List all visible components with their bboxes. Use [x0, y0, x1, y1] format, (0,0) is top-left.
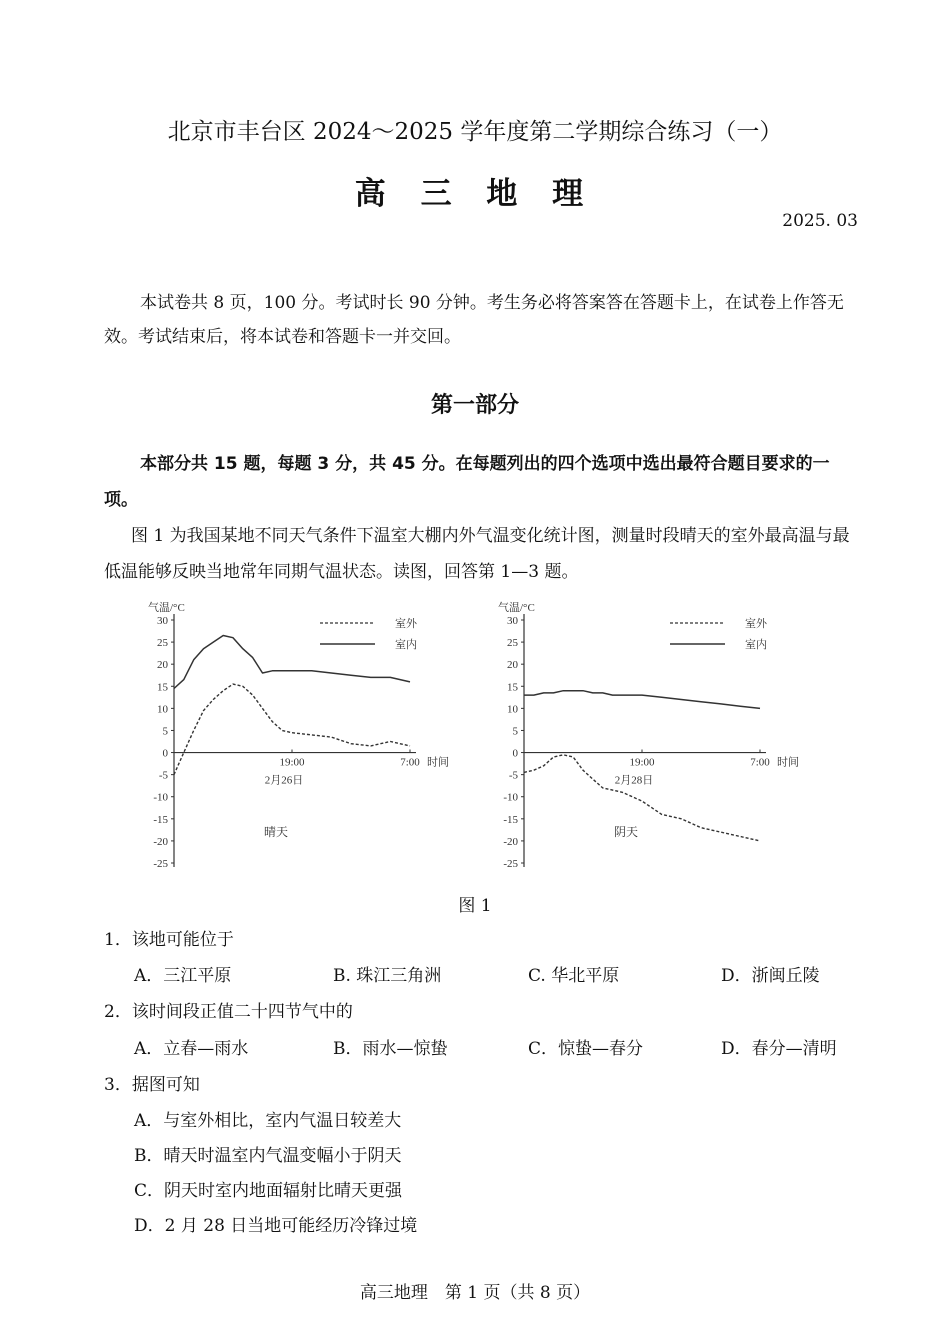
y-tick-label: -25	[503, 858, 518, 870]
y-tick-label: -10	[153, 791, 168, 804]
question-intro: 图 1 为我国某地不同天气条件下温室大棚内外气温变化统计图，测量时段晴天的室外最高温与最低温能够反映当地常年同期气温状态。读图，回答第 1—3 题。	[104, 526, 850, 582]
series-line-indoor	[524, 691, 760, 709]
chart-cloudy	[490, 598, 835, 878]
date-label: 2月28日	[614, 774, 654, 787]
date-label: 2月26日	[264, 774, 304, 787]
legend-label: 室内	[395, 639, 417, 651]
y-tick-label: 10	[157, 703, 168, 716]
y-tick-label: -5	[508, 769, 518, 782]
y-tick-label: 25	[157, 637, 168, 650]
page-footer: 高三地理 第 1 页（共 8 页）	[359, 1283, 591, 1303]
subject-title: 高 三 地 理	[354, 176, 596, 212]
question-2-option-c[interactable]: C．惊蛰—春分	[528, 1039, 644, 1059]
question-2-stem: 2．该时间段正值二十四节气中的	[104, 1002, 353, 1022]
weather-label: 阴天	[613, 825, 639, 840]
y-tick-label: 20	[507, 659, 518, 672]
y-tick-label: 0	[512, 747, 518, 760]
exam-date: 2025. 03	[782, 211, 858, 231]
y-tick-label: 20	[157, 659, 168, 672]
question-3-option-d[interactable]: D．2 月 28 日当地可能经历冷锋过境	[134, 1216, 418, 1236]
y-axis-label: 气温/°C	[498, 602, 535, 614]
y-tick-label: 10	[507, 703, 518, 716]
question-2-option-a[interactable]: A．立春—雨水	[134, 1039, 249, 1059]
question-2-option-b[interactable]: B．雨水—惊蛰	[333, 1039, 448, 1059]
y-tick-label: -15	[503, 813, 518, 826]
question-1-option-b[interactable]: B. 珠江三角洲	[333, 966, 442, 986]
y-tick-label: -15	[153, 813, 168, 826]
question-1-option-c[interactable]: C. 华北平原	[528, 966, 620, 986]
y-tick-label: 5	[512, 725, 518, 738]
y-tick-label: -25	[153, 858, 168, 870]
y-tick-label: 30	[157, 615, 168, 627]
y-axis-label: 气温/°C	[148, 602, 185, 614]
legend-label: 室内	[745, 639, 767, 651]
y-tick-label: -20	[503, 835, 518, 848]
legend-label: 室外	[745, 618, 767, 630]
y-tick-label: -10	[503, 791, 518, 804]
chart-sunny	[140, 598, 485, 878]
y-tick-label: 25	[507, 637, 518, 650]
x-tick-label: 7:00	[750, 756, 770, 769]
y-tick-label: 0	[162, 747, 168, 760]
question-3-stem: 3．据图可知	[104, 1075, 200, 1095]
y-tick-label: -20	[153, 835, 168, 848]
x-tick-label: 19:00	[279, 756, 305, 769]
question-1-stem: 1．该地可能位于	[104, 930, 234, 950]
y-tick-label: 30	[507, 615, 518, 627]
x-tick-label: 19:00	[629, 756, 655, 769]
x-axis-label: 时间	[777, 756, 799, 769]
question-1-option-d[interactable]: D．浙闽丘陵	[721, 966, 820, 986]
part-description: 本部分共 15 题，每题 3 分，共 45 分。在每题列出的四个选项中选出最符合题目要求的一项。	[104, 454, 830, 510]
weather-label: 晴天	[263, 825, 289, 840]
question-3-option-a[interactable]: A．与室外相比，室内气温日较差大	[134, 1111, 402, 1131]
y-tick-label: 15	[507, 681, 518, 694]
figure-caption: 图 1	[458, 896, 492, 916]
y-tick-label: -5	[158, 769, 168, 782]
x-axis-label: 时间	[427, 756, 449, 769]
exam-instructions: 本试卷共 8 页，100 分。考试时长 90 分钟。考生务必将答案答在答题卡上，在试卷上作答无效。考试结束后，将本试卷和答题卡一并交回。	[104, 293, 844, 347]
y-tick-label: 5	[162, 725, 168, 738]
legend-label: 室外	[395, 618, 417, 630]
y-tick-label: 15	[157, 681, 168, 694]
part-title: 第一部分	[430, 393, 519, 418]
x-tick-label: 7:00	[400, 756, 420, 769]
question-3-option-c[interactable]: C．阴天时室内地面辐射比晴天更强	[134, 1181, 403, 1201]
exam-title: 北京市丰台区 2024～2025 学年度第二学期综合练习（一）	[167, 119, 783, 145]
question-3-option-b[interactable]: B．晴天时温室内气温变幅小于阴天	[134, 1146, 402, 1166]
question-1-option-a[interactable]: A．三江平原	[134, 966, 232, 986]
question-2-option-d[interactable]: D．春分—清明	[721, 1039, 837, 1059]
